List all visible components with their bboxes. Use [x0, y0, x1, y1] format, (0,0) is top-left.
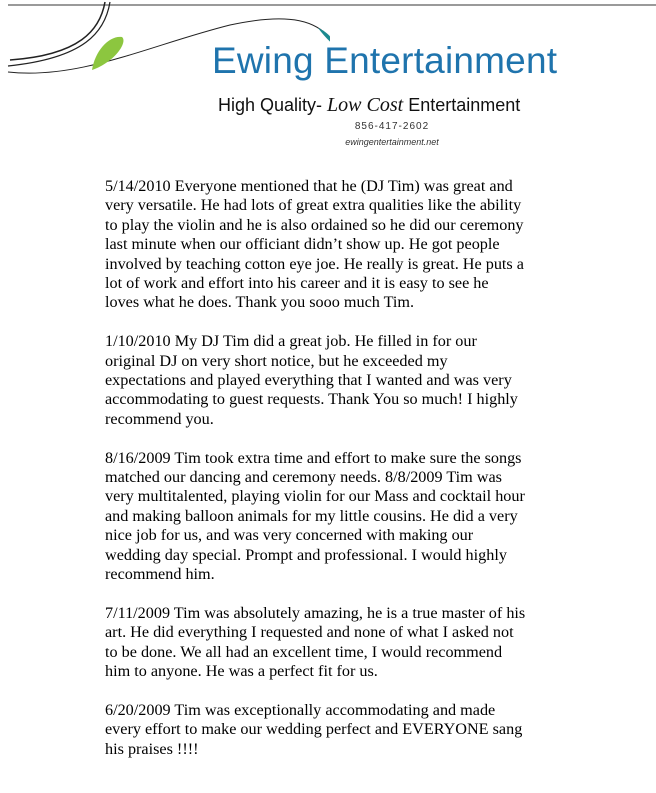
review-line: him to anyone. He was a perfect fit for us.: [105, 662, 378, 681]
review-paragraph: [105, 332, 595, 429]
review-line: his praises !!!!: [105, 739, 199, 758]
green-leaf-icon: [92, 37, 123, 70]
review-line: 8/16/2009 Tim took extra time and effort to make sure the songs: [105, 448, 522, 467]
review-line: lot of work and effort into his career and it is easy to see he: [105, 274, 489, 293]
review-line: last minute when our officiant didn’t show up. He got people: [105, 235, 500, 254]
review-line: to play the violin and he is also ordained so he did our ceremony: [105, 215, 524, 234]
review-line: very multitalented, playing violin for our Mass and cocktail hour: [105, 487, 525, 506]
review-line: every effort to make our wedding perfect and EVERYONE sang: [105, 720, 523, 739]
review-line: accommodating to guest requests. Thank You so much! I highly: [105, 390, 518, 409]
review-line: 5/14/2010 Everyone mentioned that he (DJ Tim) was great and: [105, 177, 513, 195]
phone-number: 856-417-2602: [354, 121, 430, 132]
review-line: recommend you.: [105, 409, 214, 428]
review-line: and making balloon animals for my little cousins. He did a very: [105, 506, 518, 525]
website-url: ewingentertainment.net: [345, 137, 439, 147]
review-paragraph: [105, 701, 595, 759]
review-line: 1/10/2010 My DJ Tim did a great job. He filled in for our: [105, 332, 477, 351]
tagline: High Quality- Low Cost Entertainment: [218, 94, 521, 116]
review-paragraph: [105, 177, 595, 313]
review-line: expectations and played everything that I wanted and was very: [105, 371, 512, 390]
review-line: matched our dancing and ceremony needs. 8/8/2009 Tim was: [105, 468, 502, 487]
review-line: 7/11/2009 Tim was absolutely amazing, he is a true master of his: [105, 603, 526, 622]
review-line: art. He did everything I requested and none of what I asked not: [105, 623, 514, 642]
review-line: to be done. We all had an excellent time, I would recommend: [105, 642, 503, 661]
review-paragraph: [105, 449, 595, 585]
reviews-list: [105, 177, 595, 779]
review-line: wedding day special. Prompt and professional. I would highly: [105, 545, 507, 564]
review-line: involved by teaching cotton eye joe. He really is great. He puts a: [105, 254, 524, 273]
review-line: very versatile. He had lots of great extra qualities like the ability: [105, 196, 522, 215]
review-line: nice job for us, and was very concerned with making our: [105, 526, 474, 545]
review-line: loves what he does. Thank you sooo much Tim.: [105, 293, 415, 312]
review-line: original DJ on very short notice, but he exceeded my: [105, 351, 448, 370]
review-line: 6/20/2009 Tim was exceptionally accommodating and made: [105, 700, 496, 719]
review-line: recommend him.: [105, 565, 215, 584]
review-paragraph: [105, 604, 595, 682]
brand-name: Ewing Entertainment: [212, 40, 558, 81]
